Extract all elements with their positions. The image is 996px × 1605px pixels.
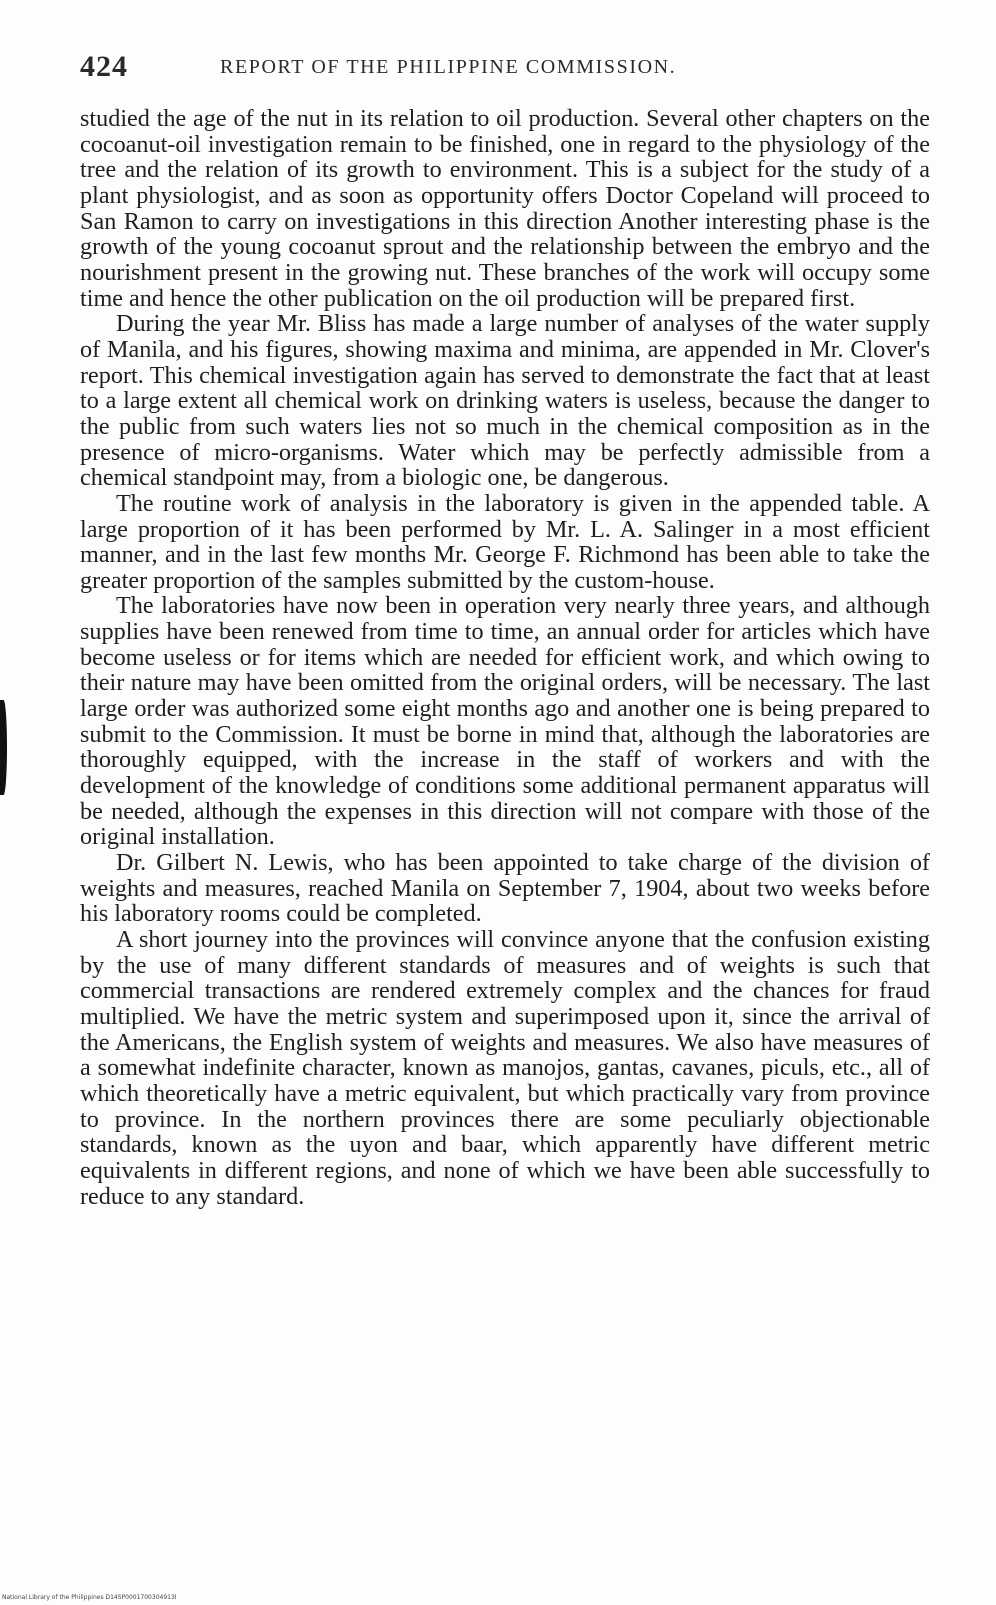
paragraph-laboratory-supplies: The laboratories have now been in operation very nearly three years, and although supplies have been renewed from time to time, an annual order for articles which have become useless or for items which are needed for efficient work, and which owing to their nature may have been omitted from the original orders, will be necessary. The last large order was authorized some eight months ago and another one is being prepared to submit to the Commission. It must be borne in mind that, although the laboratories are thoroughly equipped, with the increase in the staff of workers and with the development of the knowledge of conditions some additional permanent apparatus will be needed, although the expenses in this direction will not compare with those of the original installation. bbox=[80, 592, 930, 851]
paragraph-routine-work: The routine work of analysis in the laboratory is given in the appended table. A large proportion of it has been performed by Mr. L. A. Salinger in a most efficient manner, and in the last few months Mr. George F. Richmond has been able to take the greater proportion of the samples submitted by the custom-house. bbox=[80, 489, 930, 594]
body-text bbox=[80, 106, 930, 1209]
paragraph-weights-measures-division: Dr. Gilbert N. Lewis, who has been appointed to take charge of the division of weights and measures, reached Manila on September 7, 1904, about two weeks before his laboratory rooms could be completed. bbox=[80, 849, 930, 928]
scan-credit: National Library of the Philippines D14SP0001700304913l bbox=[2, 1594, 177, 1601]
scan-edge-mark bbox=[0, 700, 7, 795]
page-number: 424 bbox=[80, 50, 128, 83]
running-head: REPORT OF THE PHILIPPINE COMMISSION. bbox=[220, 56, 677, 78]
page-header bbox=[80, 50, 940, 90]
paragraph-water-analysis: During the year Mr. Bliss has made a large number of analyses of the water supply of Manila, and his figures, showing maxima and minima, are appended in Mr. Clover's report. This chemical investigation again has served to demonstrate the fact that at least to a large extent all chemical work on drinking waters is useless, because the danger to the public from such waters lies not so much in the chemical composition as in the presence of micro-organisms. Water which may be perfectly admissible from a chemical standpoint may, from a biologic one, be dangerous. bbox=[80, 310, 930, 492]
paragraph-continuation: studied the age of the nut in its relation to oil production. Several other chapters on the cocoanut-oil investigation remain to be finished, one in regard to the physiology of the tree and the relation of its growth to environment. This is a subject for the study of a plant physiologist, and as soon as opportunity offers Doctor Copeland will proceed to San Ramon to carry on investigations in this direction Another interesting phase is the growth of the young cocoanut sprout and the relationship between the embryo and the nourishment present in the growing nut. These branches of the work will occupy some time and hence the other publication on the oil production will be prepared first. bbox=[80, 105, 930, 312]
paragraph-standards-confusion: A short journey into the provinces will convince anyone that the confusion existing by the use of many different standards of measures and of weights is such that commercial transactions are rendered extremely complex and the chances for fraud multiplied. We have the metric system and superimposed upon it, since the arrival of the Americans, the English system of weights and measures. We also have measures of a somewhat indefinite character, known as manojos, gantas, cavanes, piculs, etc., all of which theoretically have a metric equivalent, but which practically vary from province to province. In the northern provinces there are some peculiarly objectionable standards, known as the uyon and baar, which apparently have different metric equivalents in different regions, and none of which we have been able successfully to reduce to any standard. bbox=[80, 926, 930, 1210]
